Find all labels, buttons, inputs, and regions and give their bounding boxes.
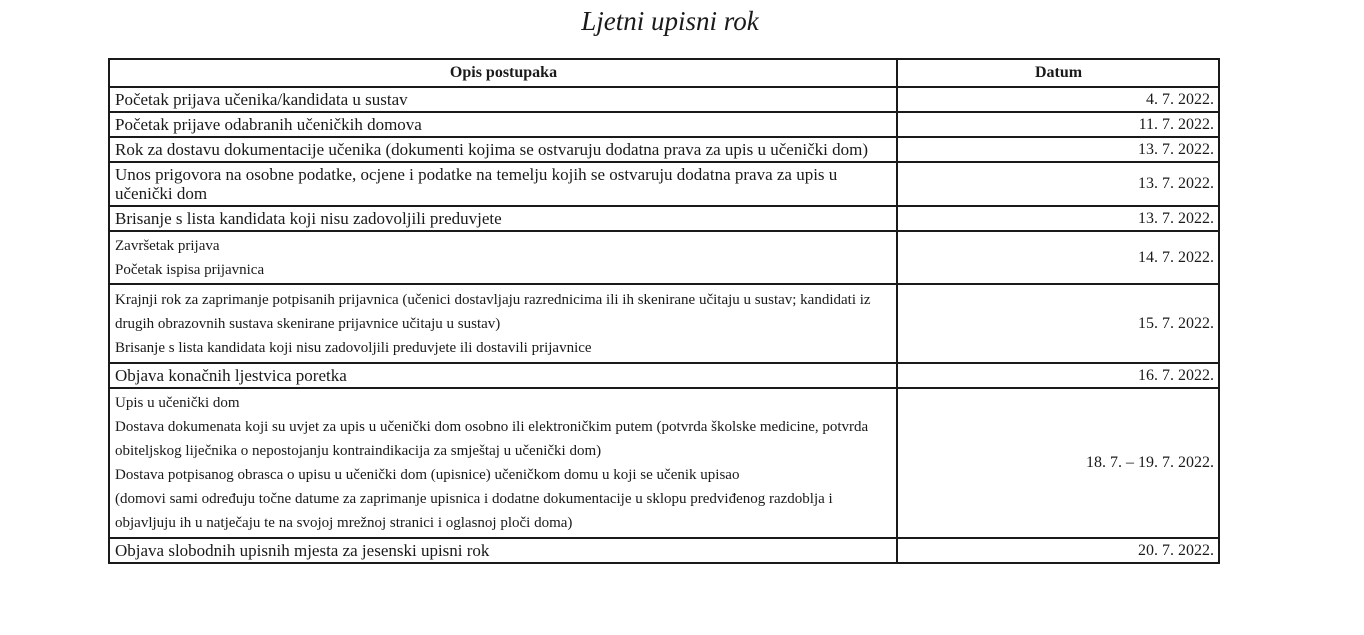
table-row	[109, 112, 1219, 137]
table-row	[109, 137, 1219, 162]
row-date: 13. 7. 2022.	[897, 206, 1219, 231]
table-row	[109, 538, 1219, 563]
description-line: Početak ispisa prijavnica	[115, 261, 265, 278]
description-line: Završetak prijava	[115, 237, 220, 254]
row-date: 20. 7. 2022.	[897, 538, 1219, 563]
row-description	[109, 363, 897, 388]
row-description	[109, 284, 897, 363]
row-description	[109, 538, 897, 563]
row-description	[109, 206, 897, 231]
description-line: Upis u učenički dom	[115, 395, 240, 411]
table-row	[109, 206, 1219, 231]
row-date: 15. 7. 2022.	[897, 284, 1219, 363]
row-description	[109, 231, 897, 284]
row-description	[109, 388, 897, 538]
table-row	[109, 388, 1219, 538]
row-description	[109, 112, 897, 137]
description-line: Početak prijave odabranih učeničkih domova	[115, 115, 422, 134]
table-row	[109, 231, 1219, 284]
column-header-date: Datum	[897, 59, 1219, 87]
row-date: 13. 7. 2022.	[897, 162, 1219, 206]
table-row	[109, 284, 1219, 363]
description-line: Dostava dokumenata koji su uvjet za upis u učenički dom osobno ili elektroničkim putem (potvrda školske medicine, potvrda obiteljskog liječnika o nepostojanju kontraindikacija za smještaj u učenički dom)	[115, 419, 869, 459]
schedule-table	[108, 58, 1220, 564]
column-header-description: Opis postupaka	[109, 59, 897, 87]
table-row	[109, 87, 1219, 112]
table-row	[109, 363, 1219, 388]
row-date: 11. 7. 2022.	[897, 112, 1219, 137]
row-date: 13. 7. 2022.	[897, 137, 1219, 162]
row-date: 18. 7. – 19. 7. 2022.	[897, 388, 1219, 538]
description-line: Dostava potpisanog obrasca o upisu u učenički dom (upisnice) učeničkom domu u koji se učenik upisao	[115, 467, 740, 483]
description-line: Brisanje s lista kandidata koji nisu zadovoljili preduvjete ili dostavili prijavnice	[115, 339, 592, 356]
description-line: Unos prigovora na osobne podatke, ocjene i podatke na temelju kojih se ostvaruju dodatna prava za upis u učenički dom	[115, 165, 838, 203]
description-line: Brisanje s lista kandidata koji nisu zadovoljili preduvjete	[115, 209, 502, 228]
row-date: 4. 7. 2022.	[897, 87, 1219, 112]
description-line: Objava konačnih ljestvica poretka	[115, 366, 347, 385]
row-description	[109, 162, 897, 206]
row-date: 16. 7. 2022.	[897, 363, 1219, 388]
row-description	[109, 137, 897, 162]
row-date: 14. 7. 2022.	[897, 231, 1219, 284]
table-header-row	[109, 59, 1219, 87]
page-title: Ljetni upisni rok	[581, 6, 759, 36]
description-line: (domovi sami određuju točne datume za zaprimanje upisnica i dodatne dokumentacije u sklopu predviđenog razdoblja i objavljuju ih u natječaju te na svojoj mrežnoj stranici i oglasnoj ploči doma)	[115, 491, 833, 531]
description-line: Objava slobodnih upisnih mjesta za jesenski upisni rok	[115, 541, 490, 560]
description-line: Početak prijava učenika/kandidata u sustav	[115, 90, 408, 109]
table-row	[109, 162, 1219, 206]
row-description	[109, 87, 897, 112]
description-line: Rok za dostavu dokumentacije učenika (dokumenti kojima se ostvaruju dodatna prava za upis u učenički dom)	[115, 140, 868, 159]
description-line: Krajnji rok za zaprimanje potpisanih prijavnica (učenici dostavljaju razrednicima ili ih skenirane učitaju u sustav; kandidati iz drugih obrazovnih sustava skenirane prijavnice učitaju u sustav)	[115, 291, 871, 332]
